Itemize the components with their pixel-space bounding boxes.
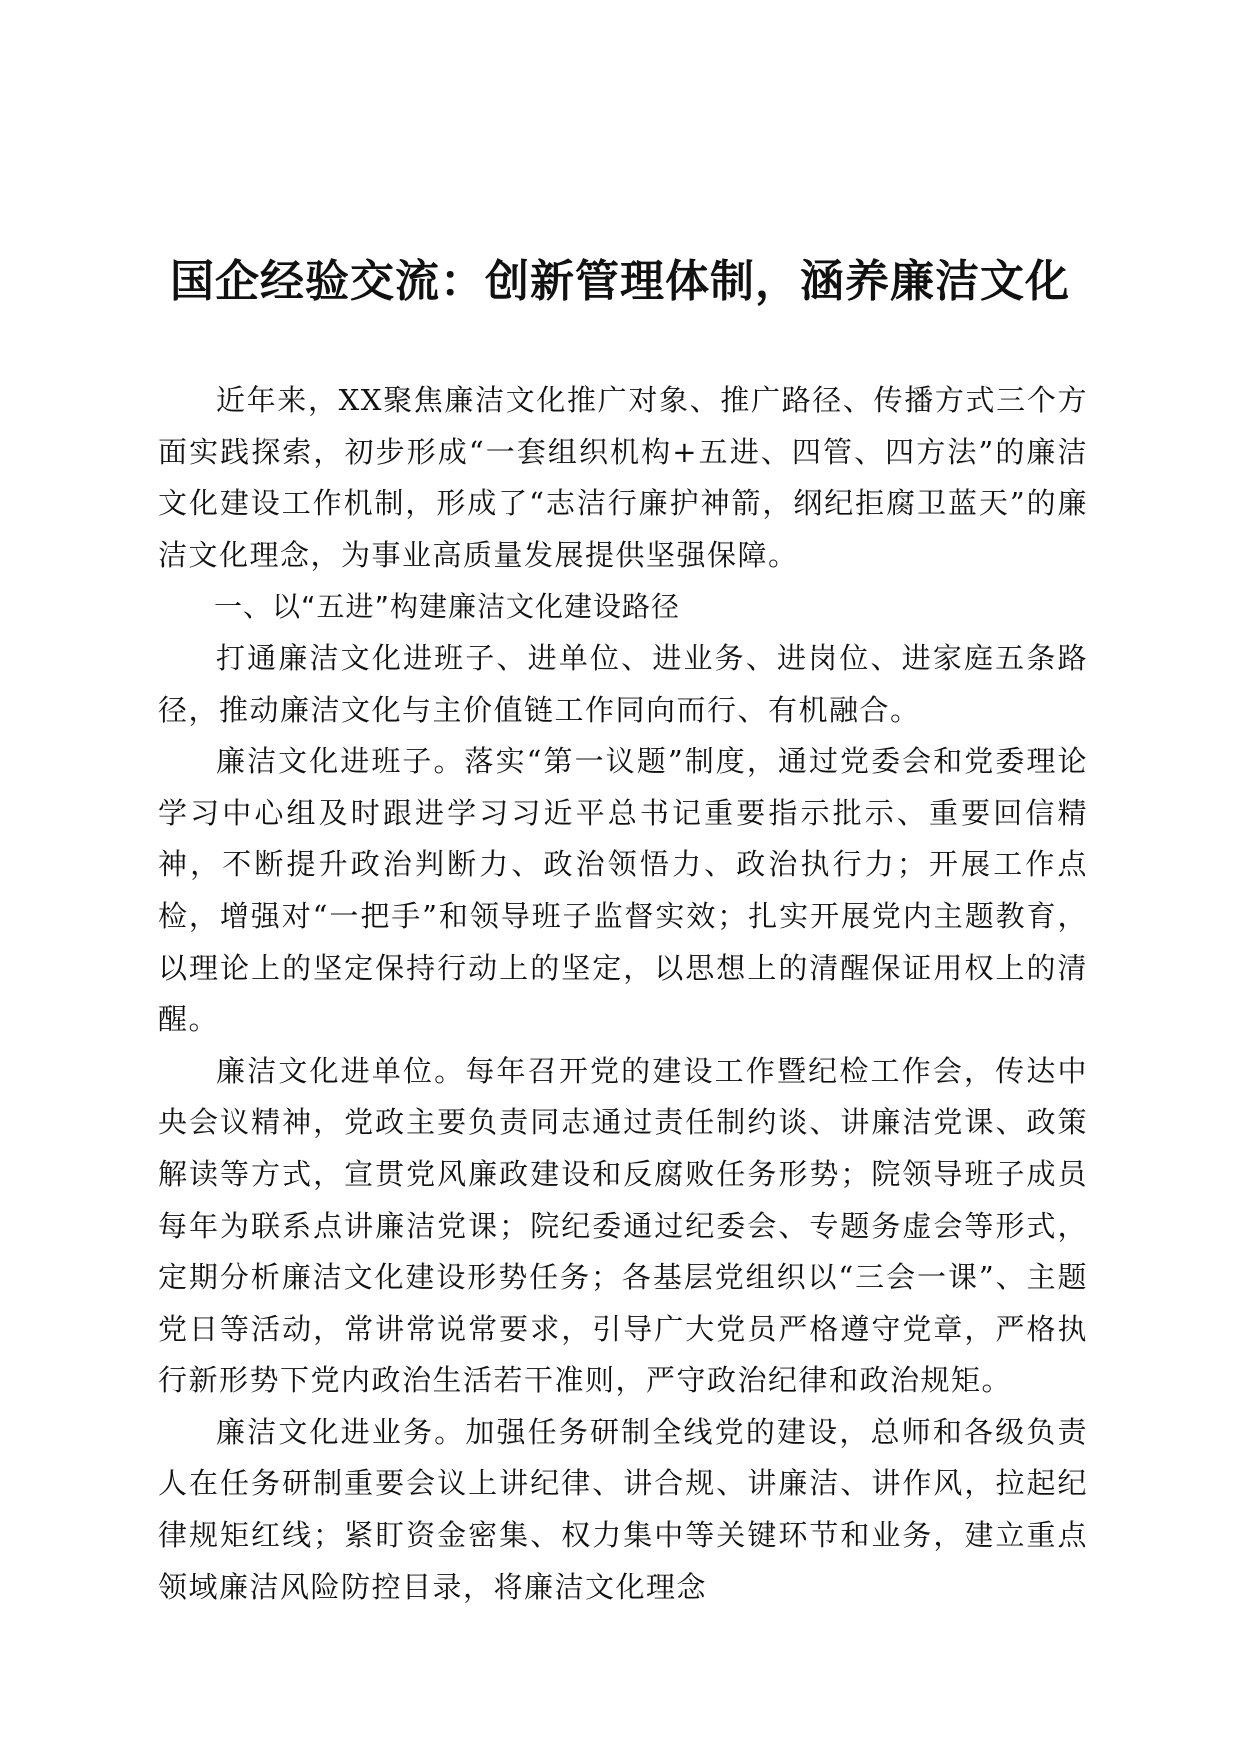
body-paragraph: 廉洁文化进班子。落实“第一议题”制度，通过党委会和党委理论学习中心组及时跟进学习习近平总书记重要指示批示、重要回信精神，不断提升政治判断力、政治领悟力、政治执行力；开展工作点检，增强对“一把手”和领导班子监督实效；扎实开展党内主题教育，以理论上的坚定保持行动上的坚定，以思想上的清醒保证用权上的清醒。	[158, 744, 1088, 1037]
document-title: 国企经验交流：创新管理体制，涵养廉洁文化	[170, 256, 1070, 307]
body-paragraph: 打通廉洁文化进班子、进单位、进业务、进岗位、进家庭五条路径，推动廉洁文化与主价值链工作同向而行、有机融合。	[158, 640, 1088, 727]
intro-paragraph: 近年来，XX聚焦廉洁文化推广对象、推广路径、传播方式三个方面实践探索，初步形成“一套组织机构+五进、四管、四方法”的廉洁文化建设工作机制，形成了“志洁行廉护神箭，纲纪拒腐卫蓝天”的廉洁文化理念，为事业高质量发展提供坚强保障。	[158, 383, 1088, 572]
body-paragraph: 廉洁文化进业务。加强任务研制全线党的建设，总师和各级负责人在任务研制重要会议上讲纪律、讲合规、讲廉洁、讲作风，拉起纪律规矩红线；紧盯资金密集、权力集中等关键环节和业务，建立重点领域廉洁风险防控目录，将廉洁文化理念	[158, 1414, 1088, 1604]
document-body	[158, 375, 1088, 1613]
body-paragraph: 廉洁文化进单位。每年召开党的建设工作暨纪检工作会，传达中央会议精神，党政主要负责同志通过责任制约谈、讲廉洁党课、政策解读等方式，宣贯党风廉政建设和反腐败任务形势；院领导班子成员每年为联系点讲廉洁党课；院纪委通过纪委会、专题务虚会等形式，定期分析廉洁文化建设形势任务；各基层党组织以“三会一课”、主题党日等活动，常讲常说常要求，引导广大党员严格遵守党章，严格执行新形势下党内政治生活若干准则，严守政治纪律和政治规矩。	[158, 1053, 1088, 1398]
section-heading: 一、以“五进”构建廉洁文化建设路径	[214, 590, 681, 624]
